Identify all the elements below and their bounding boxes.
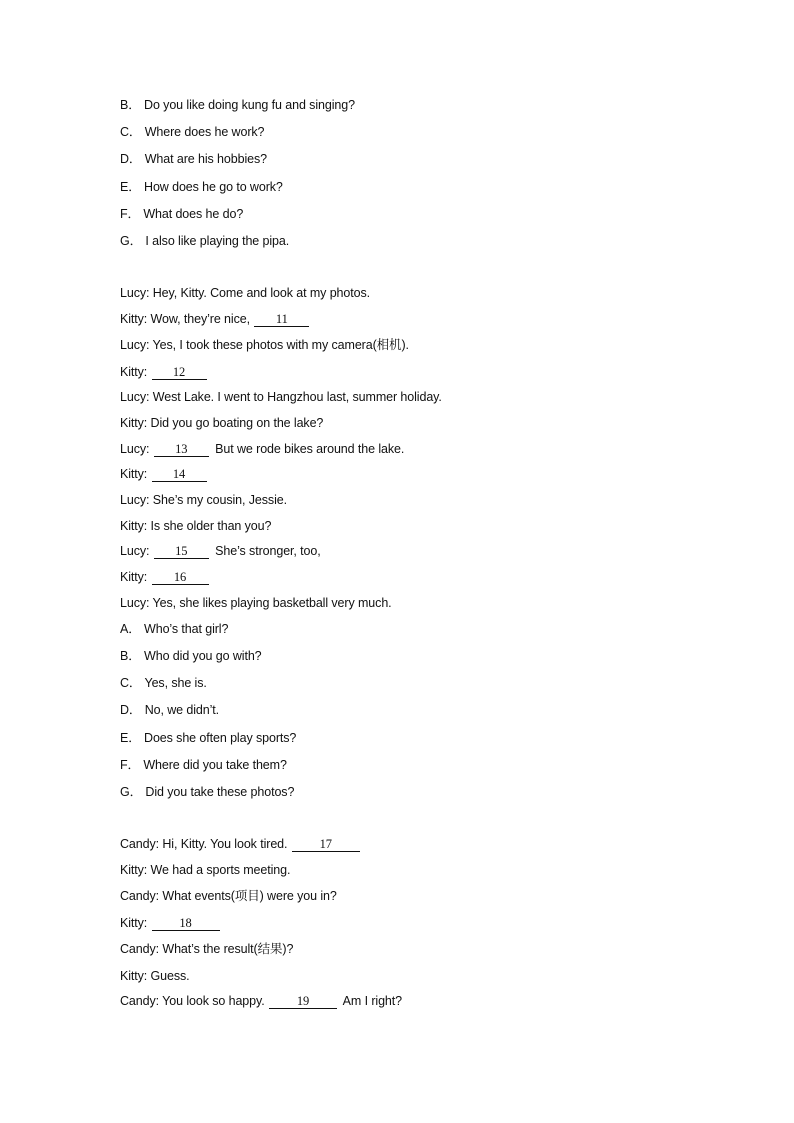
dialogue-line: Lucy: Hey, Kitty. Come and look at my photos. — [120, 286, 371, 300]
option-e: E． How does he go to work? — [120, 180, 283, 194]
dialogue-line: Kitty: 14 — [120, 466, 210, 482]
option-f: F． Where did you take them? — [120, 758, 287, 772]
answer-blank-12[interactable]: 12 — [152, 366, 207, 380]
dialogue-line: Kitty: Is she older than you? — [120, 519, 272, 533]
dialogue-line: Lucy: She’s my cousin, Jessie. — [120, 493, 287, 507]
option-d: D． No, we didn’t. — [120, 703, 220, 717]
option-e: E． Does she often play sports? — [120, 731, 297, 745]
answer-blank-11[interactable]: 11 — [254, 313, 309, 327]
option-c: C． Yes, she is. — [120, 676, 207, 690]
dialogue-line: Candy: You look so happy. 19 Am I right? — [120, 994, 403, 1008]
option-g: G． I also like playing the pipa. — [120, 234, 290, 248]
option-a: A． Who’s that girl? — [120, 622, 229, 636]
dialogue-line: Kitty: 12 — [120, 364, 210, 380]
dialogue-line: Kitty: Did you go boating on the lake? — [120, 416, 324, 430]
dialogue-line: Candy: What events(项目) were you in? — [120, 889, 337, 903]
dialogue-line: Kitty: We had a sports meeting. — [120, 863, 291, 877]
dialogue-line: Candy: What’s the result(结果)? — [120, 942, 294, 956]
dialogue-line: Kitty: Guess. — [120, 969, 190, 983]
option-b: B． Who did you go with? — [120, 649, 262, 663]
option-c: C． Where does he work? — [120, 125, 265, 139]
answer-blank-13[interactable]: 13 — [154, 443, 209, 457]
dialogue-line: Lucy: Yes, I took these photos with my camera(相机). — [120, 338, 409, 352]
dialogue-line: Kitty: 16 — [120, 569, 212, 585]
answer-blank-15[interactable]: 15 — [154, 545, 209, 559]
option-d: D． What are his hobbies? — [120, 152, 267, 166]
answer-blank-18[interactable]: 18 — [152, 917, 220, 931]
dialogue-line: Kitty: Wow, they’re nice, 11 — [120, 311, 312, 327]
option-b: B． Do you like doing kung fu and singing? — [120, 98, 355, 112]
dialogue-line: Candy: Hi, Kitty. You look tired. 17 — [120, 836, 363, 852]
answer-blank-16[interactable]: 16 — [152, 571, 209, 585]
dialogue-line: Lucy: 13 But we rode bikes around the lake. — [120, 442, 405, 456]
dialogue-line: Lucy: Yes, she likes playing basketball very much. — [120, 596, 392, 610]
option-f: F． What does he do? — [120, 207, 244, 221]
answer-blank-14[interactable]: 14 — [152, 468, 207, 482]
dialogue-line: Kitty: 18 — [120, 915, 223, 931]
option-g: G． Did you take these photos? — [120, 785, 295, 799]
dialogue-line: Lucy: West Lake. I went to Hangzhou last, summer holiday. — [120, 390, 442, 404]
dialogue-line: Lucy: 15 She’s stronger, too, — [120, 544, 321, 558]
answer-blank-19[interactable]: 19 — [269, 995, 337, 1009]
answer-blank-17[interactable]: 17 — [292, 838, 360, 852]
